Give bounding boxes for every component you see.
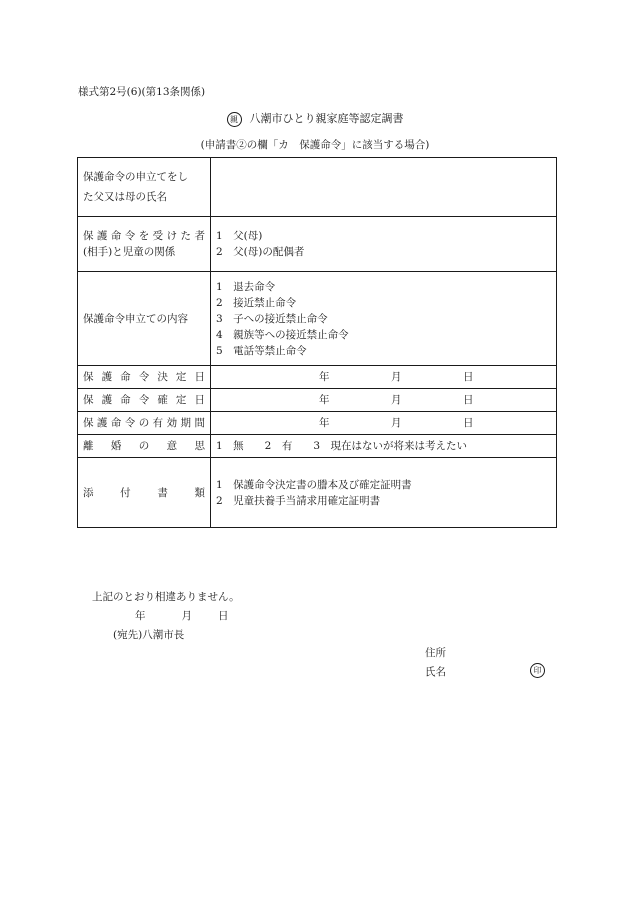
option-item[interactable]: 2 児童扶養手当請求用確定証明書 — [216, 494, 381, 507]
option-item[interactable]: 1 保護命令決定書の謄本及び確定証明書 — [216, 478, 412, 491]
table-row-validity-period — [78, 412, 557, 435]
option-item[interactable]: 2 父(母)の配偶者 — [216, 246, 305, 258]
seal-mark: 印 — [530, 663, 545, 678]
validity-period-field[interactable] — [211, 412, 557, 435]
option-item[interactable]: 1 退去命令 — [216, 280, 276, 293]
relationship-options[interactable] — [211, 217, 557, 272]
day-unit: 日 — [463, 394, 474, 406]
divorce-intention-options[interactable]: 1 無 2 有 3 現在はないが将来は考えたい — [211, 435, 557, 458]
day-unit: 日 — [463, 371, 474, 383]
option-item[interactable]: 2 接近禁止命令 — [216, 296, 297, 309]
confirmation-date-field[interactable] — [211, 389, 557, 412]
petition-content-options[interactable] — [211, 272, 557, 366]
year-unit: 年 — [319, 371, 330, 383]
label-attachments: 添付書類 — [78, 458, 211, 528]
date-month-unit: 月 — [181, 610, 192, 622]
year-unit: 年 — [319, 394, 330, 406]
label-decision-date: 保護命令決定日 — [78, 366, 211, 389]
table-row-decision-date — [78, 366, 557, 389]
label-line: 保護命令の申立てをし — [83, 171, 188, 183]
option-item[interactable]: 1 父(母) — [216, 230, 263, 242]
label-line: た父又は母の氏名 — [83, 191, 167, 203]
declaration-text: 上記のとおり相違ありません。 — [92, 591, 240, 603]
month-unit: 月 — [391, 371, 402, 383]
address-label: 住所 — [425, 647, 446, 659]
year-unit: 年 — [319, 417, 330, 429]
form-number: 様式第2号(6)(第13条関係) — [78, 86, 206, 98]
document-subtitle: (申請書②の欄「カ 保護命令」に該当する場合) — [200, 139, 430, 151]
label-divorce-intention: 離婚の意思 — [78, 435, 211, 458]
day-unit: 日 — [463, 417, 474, 429]
decision-date-field[interactable] — [211, 366, 557, 389]
label-validity-period: 保護命令の有効期間 — [78, 412, 211, 435]
option-item[interactable]: 5 電話等禁止命令 — [216, 344, 307, 357]
month-unit: 月 — [391, 417, 402, 429]
option-item[interactable]: 3 子への接近禁止命令 — [216, 312, 328, 325]
label-line: (相手)と児童の関係 — [83, 246, 176, 258]
label-line: 保護命令を受けた者 — [83, 230, 205, 242]
signature-date[interactable] — [135, 608, 229, 623]
document-title — [0, 110, 630, 127]
label-confirmation-date: 保護命令確定日 — [78, 389, 211, 412]
table-row-attachments — [78, 458, 557, 528]
label-applicant-name — [78, 158, 211, 217]
label-petition-content: 保護命令申立ての内容 — [78, 272, 211, 366]
label-relationship — [78, 217, 211, 272]
attachments-options[interactable] — [211, 458, 557, 528]
name-label: 氏名 — [425, 666, 446, 678]
certification-table — [77, 157, 557, 528]
table-row-divorce-intention — [78, 435, 557, 458]
applicant-name-field[interactable] — [211, 158, 557, 217]
table-row-relationship — [78, 217, 557, 272]
date-year-unit: 年 — [135, 610, 146, 622]
option-item[interactable]: 4 親族等への接近禁止命令 — [216, 328, 349, 341]
month-unit: 月 — [391, 394, 402, 406]
table-row-petition-content — [78, 272, 557, 366]
title-text: 八潮市ひとり親家庭等認定調書 — [249, 112, 404, 125]
circled-oya-mark: 親 — [227, 112, 242, 127]
table-row-confirmation-date — [78, 389, 557, 412]
table-row-applicant-name — [78, 158, 557, 217]
date-day-unit: 日 — [218, 610, 229, 622]
addressee: (宛先)八潮市長 — [113, 629, 185, 641]
